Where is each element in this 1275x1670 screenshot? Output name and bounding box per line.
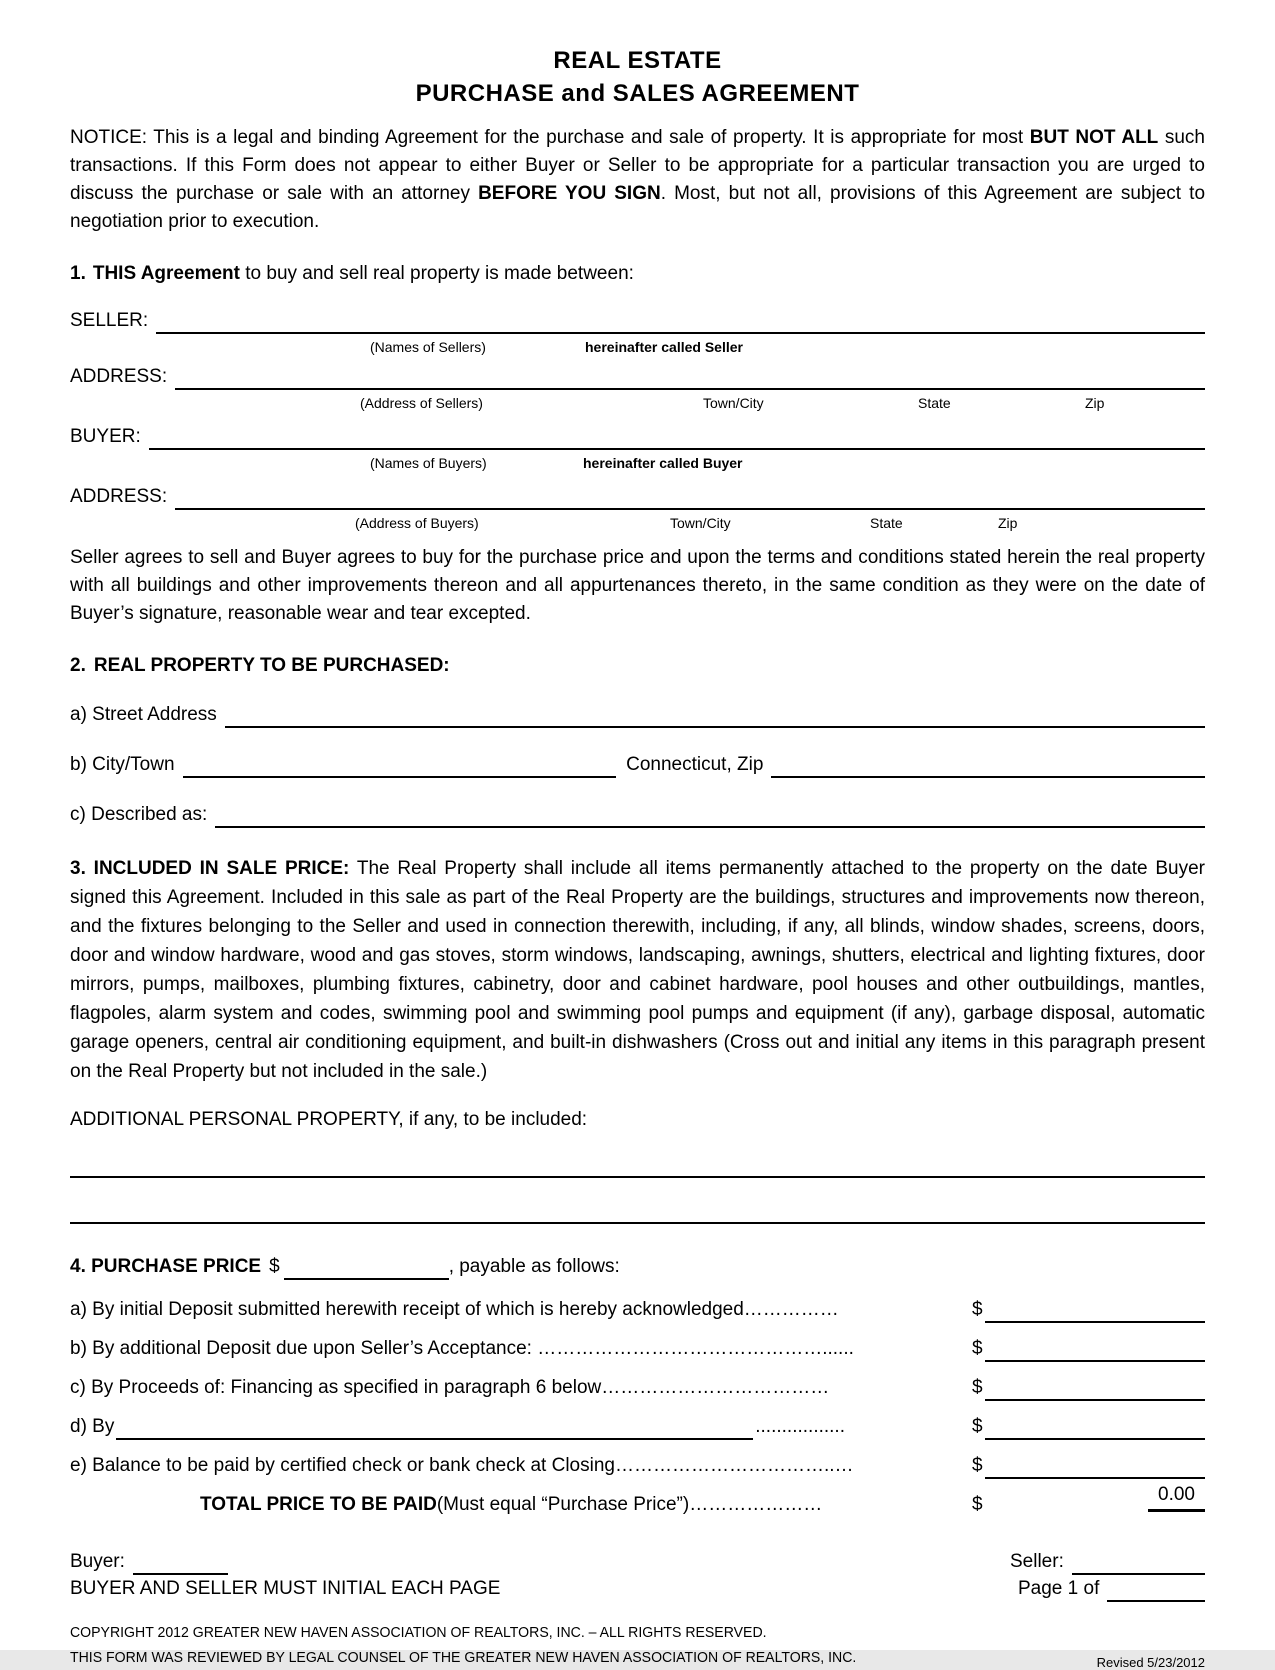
described-as-row — [70, 802, 1205, 828]
street-address-field[interactable] — [225, 706, 1205, 728]
additional-property-line-2[interactable] — [70, 1222, 1205, 1224]
city-town-field[interactable] — [183, 756, 617, 778]
seller-hereinafter-caption: hereinafter called Seller — [585, 339, 743, 355]
page-count-field[interactable] — [1107, 1582, 1205, 1602]
buyer-name-field[interactable] — [149, 428, 1205, 450]
city-town-label: b) City/Town — [70, 754, 175, 775]
notice-bold-2: BEFORE YOU SIGN — [478, 183, 661, 204]
buyer-address-label: ADDRESS: — [70, 486, 168, 507]
additional-property-line-1[interactable] — [70, 1176, 1205, 1178]
amount-a-field[interactable] — [985, 1303, 1205, 1323]
section2-heading — [70, 652, 1205, 680]
amount-e-field[interactable] — [985, 1459, 1205, 1479]
seller-initial-label: Seller: — [1010, 1551, 1064, 1572]
total-price-normal: (Must equal “Purchase Price”) — [436, 1494, 690, 1515]
seller-address-row — [70, 364, 1205, 390]
buyer-address-field[interactable] — [175, 488, 1205, 510]
payment-row-d — [70, 1413, 1205, 1440]
section3-paragraph — [70, 854, 1205, 1086]
buyer-address-caption: (Address of Buyers) — [355, 515, 479, 531]
buyer-label: BUYER: — [70, 426, 141, 447]
total-price-row — [70, 1484, 1205, 1518]
document-title — [70, 44, 1205, 110]
buyer-row — [70, 424, 1205, 450]
total-price-description — [70, 1491, 845, 1518]
seller-zip-caption: Zip — [1085, 395, 1105, 411]
payment-row-c — [70, 1374, 1205, 1401]
copyright-block — [70, 1620, 1205, 1670]
described-as-label: c) Described as: — [70, 804, 208, 825]
amount-b-dollar-sign: $ — [972, 1338, 983, 1359]
copyright-line-2: THIS FORM WAS REVIEWED BY LEGAL COUNSEL OF THE GREATER NEW HAVEN ASSOCIATION OF REALTORS, INC. — [70, 1649, 857, 1666]
total-price-bold: TOTAL PRICE TO BE PAID — [200, 1494, 437, 1515]
notice-text-3: . Most, but not all, provisions of this Agreement are subject to negotiation prior to execution. — [70, 183, 1206, 232]
city-town-row — [70, 752, 1205, 778]
buyer-initial-field[interactable] — [133, 1555, 228, 1575]
seller-address-caption: (Address of Sellers) — [360, 395, 483, 411]
notice-bold-1: BUT NOT ALL — [1029, 127, 1159, 148]
buyer-initial-row — [70, 1548, 500, 1575]
payment-b-description: b) By additional Deposit due upon Seller’s Acceptance: ………………………………………...... — [70, 1338, 854, 1359]
amount-d-dollar-sign: $ — [972, 1416, 983, 1437]
amount-e-dollar-sign: $ — [972, 1455, 983, 1476]
footer-right-block — [1010, 1548, 1205, 1602]
section4-heading-row — [70, 1254, 1205, 1280]
buyer-captions — [70, 450, 1205, 472]
section1-number: 1. — [70, 263, 86, 284]
connecticut-zip-label: Connecticut, Zip — [626, 754, 764, 775]
street-address-row — [70, 702, 1205, 728]
section1-paragraph: Seller agrees to sell and Buyer agrees to buy for the purchase price and upon the terms and conditions stated herein the real property with all buildings and other improvements thereon and all appurtenances thereto, in the same condition as they were on the date of Buyer’s signature, reasonable wear and tear excepted. — [70, 547, 1205, 624]
section3-heading: 3. INCLUDED IN SALE PRICE: — [70, 858, 350, 879]
seller-name-field[interactable] — [156, 312, 1205, 334]
seller-names-caption: (Names of Sellers) — [370, 339, 486, 355]
revised-date: Revised 5/23/2012 — [1096, 1655, 1205, 1670]
total-price-dots: ………………… — [689, 1494, 823, 1515]
initials-footer — [70, 1548, 1205, 1602]
amount-d-field[interactable] — [985, 1420, 1205, 1440]
section2-number: 2. — [70, 655, 86, 676]
payment-row-b — [70, 1335, 1205, 1362]
seller-row — [70, 308, 1205, 334]
amount-c-dollar-sign: $ — [972, 1377, 983, 1398]
copyright-lines — [70, 1620, 856, 1670]
seller-initial-field[interactable] — [1072, 1555, 1205, 1575]
payment-a-description: a) By initial Deposit submitted herewith receipt of which is hereby acknowledged…………… — [70, 1299, 839, 1320]
notice-paragraph — [70, 124, 1205, 236]
total-dollar-sign: $ — [972, 1494, 983, 1515]
described-as-field[interactable] — [215, 806, 1205, 828]
payment-c-description: c) By Proceeds of: Financing as specified in paragraph 6 below……………………………… — [70, 1377, 830, 1398]
seller-label: SELLER: — [70, 310, 149, 331]
title-line-2: PURCHASE and SALES AGREEMENT — [415, 80, 860, 107]
street-address-label: a) Street Address — [70, 704, 217, 725]
section1-heading — [70, 260, 1205, 288]
seller-address-field[interactable] — [175, 368, 1205, 390]
copyright-line-1: COPYRIGHT 2012 GREATER NEW HAVEN ASSOCIATION OF REALTORS, INC. – ALL RIGHTS RESERVED. — [70, 1624, 767, 1641]
section1-heading-bold: THIS Agreement — [92, 263, 240, 284]
section4-heading-rest: , payable as follows: — [448, 1256, 620, 1277]
payment-row-a — [70, 1296, 1205, 1323]
purchase-price-field[interactable] — [284, 1258, 449, 1280]
section2-heading-text: REAL PROPERTY TO BE PURCHASED: — [93, 655, 450, 676]
payment-d-prefix: d) By — [70, 1416, 115, 1437]
buyer-town-city-caption: Town/City — [670, 515, 731, 531]
payment-d-description — [70, 1413, 845, 1440]
initial-each-page-note: BUYER AND SELLER MUST INITIAL EACH PAGE — [70, 1578, 501, 1599]
total-amount-value[interactable]: 0.00 — [1148, 1481, 1205, 1512]
buyer-zip-caption: Zip — [998, 515, 1018, 531]
amount-b-field[interactable] — [985, 1342, 1205, 1362]
section1-heading-rest: to buy and sell real property is made between: — [239, 263, 634, 284]
footer-left-block — [70, 1548, 500, 1602]
seller-address-captions — [70, 390, 1205, 412]
d-other-method-field[interactable] — [116, 1420, 753, 1440]
section4-heading-bold: 4. PURCHASE PRICE — [70, 1256, 262, 1277]
seller-address-label: ADDRESS: — [70, 366, 168, 387]
buyer-hereinafter-caption: hereinafter called Buyer — [583, 455, 743, 471]
payment-row-e — [70, 1452, 1205, 1479]
section3-body: The Real Property shall include all items permanently attached to the property on the date Buyer signed this Agreement. Included in this sale as part of the Real Property are the buildings, structures and improvements now thereon, and the fixtures belonging to the Seller and used in connection therewith, including, if any, all blinds, window shades, screens, doors, door and window hardware, wood and gas stoves, storm windows, landscaping, awnings, shutters, electrical and lighting fixtures, door mirrors, pumps, mailboxes, plumbing fixtures, cabinetry, door and cabinet hardware, pool houses and other outbuildings, mantles, flagpoles, alarm system and codes, swimming pool and swimming pool pumps and equipment (if any), garbage disposal, automatic garage openers, central air conditioning equipment, and built-in dishwashers (Cross out and initial any items in this paragraph present on the Real Property but not included in the sale.) — [70, 858, 1205, 1082]
additional-property-label: ADDITIONAL PERSONAL PROPERTY, if any, to be included: — [70, 1109, 588, 1130]
notice-text-2: such transactions. If this Form does not appear to either Buyer or Seller to be appropriate for a particular transaction you are urged to discuss the purchase or sale with an attorney — [70, 127, 1205, 204]
payment-e-description: e) Balance to be paid by certified check or bank check at Closing……………………………..… — [70, 1455, 854, 1476]
amount-a-dollar-sign: $ — [972, 1299, 983, 1320]
buyer-address-captions — [70, 510, 1205, 532]
seller-town-city-caption: Town/City — [703, 395, 764, 411]
amount-c-field[interactable] — [985, 1381, 1205, 1401]
purchase-price-dollar-sign: $ — [269, 1256, 280, 1277]
buyer-state-caption: State — [870, 515, 903, 531]
seller-initial-row — [1010, 1548, 1205, 1575]
payment-d-dots: ................. — [755, 1416, 845, 1437]
buyer-address-row — [70, 484, 1205, 510]
page-of-label: Page 1 of — [1018, 1578, 1100, 1599]
page-number-row — [1010, 1575, 1205, 1602]
seller-state-caption: State — [918, 395, 951, 411]
title-line-1: REAL ESTATE — [553, 47, 722, 74]
buyer-initial-label: Buyer: — [70, 1551, 125, 1572]
buyer-names-caption: (Names of Buyers) — [370, 455, 487, 471]
notice-text-1: NOTICE: This is a legal and binding Agreement for the purchase and sale of property. It is appropriate for most — [70, 127, 1030, 148]
seller-captions — [70, 334, 1205, 356]
zip-field[interactable] — [771, 756, 1205, 778]
